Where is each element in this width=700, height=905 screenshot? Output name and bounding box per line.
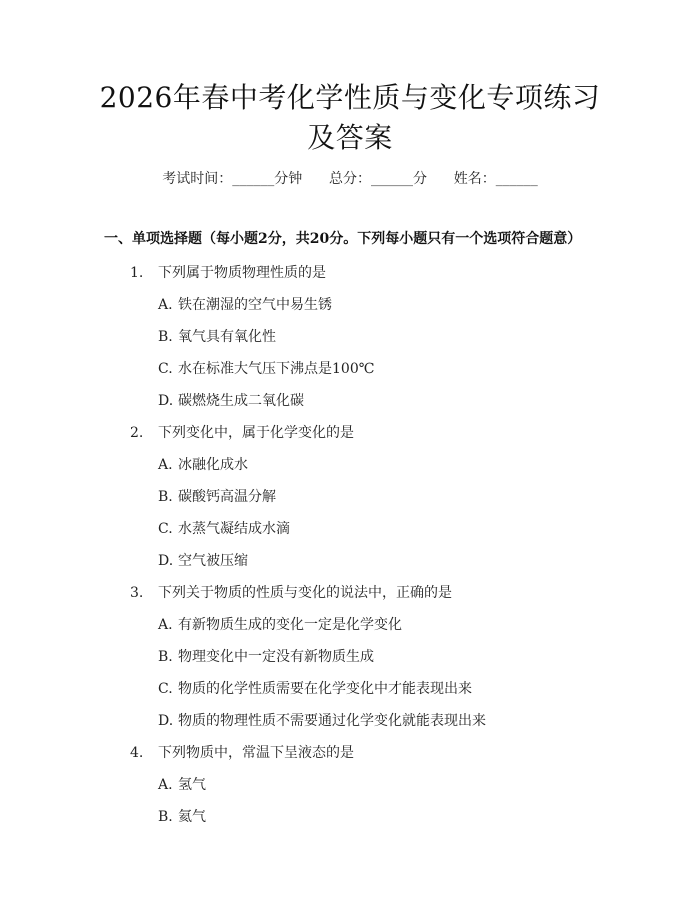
option-text: 铁在潮湿的空气中易生锈 [178,297,332,313]
option-3c [158,678,472,698]
option-text: 氧气具有氧化性 [178,329,276,345]
option-3d [158,710,486,730]
question-text: 下列属于物质物理性质的是 [158,265,326,281]
option-4b [158,806,206,826]
option-letter: D. [158,553,174,569]
option-text: 空气被压缩 [178,553,248,569]
option-letter: D. [158,393,174,409]
exam-info-line: 考试时间：______分钟 总分：______分 姓名：______ [162,171,538,187]
option-letter: B. [158,329,173,345]
option-letter: C. [158,521,173,537]
option-letter: C. [158,681,173,697]
option-text: 水蒸气凝结成水滴 [178,521,290,537]
option-text: 水在标准大气压下沸点是100℃ [178,361,375,377]
option-letter: B. [158,809,173,825]
question-text: 下列变化中，属于化学变化的是 [158,425,354,441]
option-1c [158,358,374,378]
option-text: 物质的物理性质不需要通过化学变化就能表现出来 [178,713,486,729]
option-2c [158,518,290,538]
option-1b [158,326,276,346]
option-text: 碳酸钙高温分解 [178,489,276,505]
question-3 [130,582,452,602]
option-text: 冰融化成水 [178,457,248,473]
option-2d [158,550,248,570]
option-letter: A. [158,297,173,313]
option-letter: A. [158,457,173,473]
question-text: 下列关于物质的性质与变化的说法中，正确的是 [158,585,452,601]
option-text: 有新物质生成的变化一定是化学变化 [178,617,402,633]
option-3a [158,614,402,634]
option-letter: A. [158,777,173,793]
option-3b [158,646,374,666]
option-2b [158,486,276,506]
question-text: 下列物质中，常温下呈液态的是 [158,745,354,761]
question-4 [130,742,354,762]
option-text: 氢气 [178,777,206,793]
option-letter: B. [158,489,173,505]
option-1d [158,390,304,410]
question-2 [130,422,354,442]
option-letter: D. [158,713,174,729]
option-1a [158,294,332,314]
question-1 [130,262,326,282]
question-number: 1. [130,265,144,281]
option-2a [158,454,248,474]
page-title: 2026年春中考化学性质与变化专项练习及答案 [99,81,601,154]
option-4a [158,774,206,794]
question-number: 4. [130,745,144,761]
option-text: 氦气 [178,809,206,825]
option-letter: B. [158,649,173,665]
option-letter: C. [158,361,173,377]
option-text: 物质的化学性质需要在化学变化中才能表现出来 [178,681,472,697]
option-letter: A. [158,617,173,633]
option-text: 物理变化中一定没有新物质生成 [178,649,374,665]
option-text: 碳燃烧生成二氧化碳 [178,393,304,409]
question-number: 2. [130,425,144,441]
question-number: 3. [130,585,144,601]
section-heading: 一、单项选择题（每小题2分，共20分。下列每小题只有一个选项符合题意） [104,231,582,247]
